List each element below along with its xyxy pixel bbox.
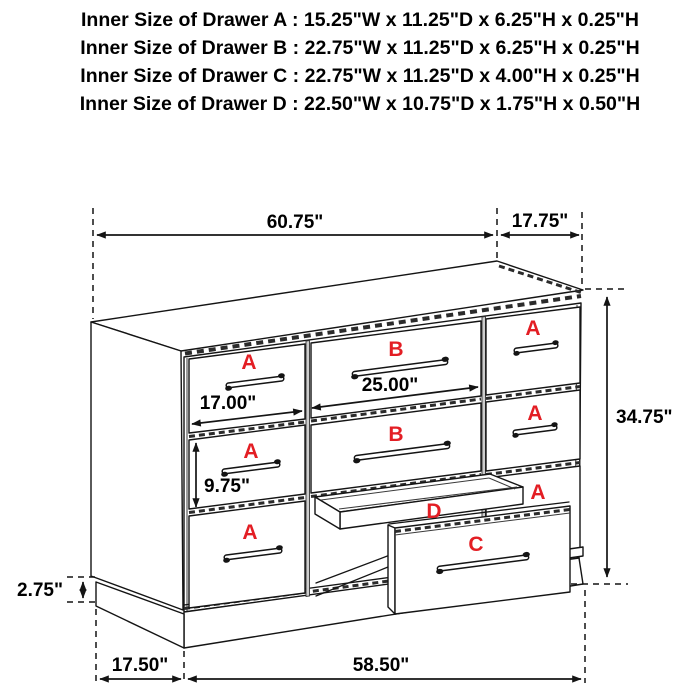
right-edge-trim-block: [569, 547, 583, 558]
drawer-a2-label: A: [243, 440, 259, 463]
dim-base-height: 2.75": [17, 580, 63, 601]
dim-base-width: 58.50": [352, 655, 410, 676]
dim-top-depth: 17.75": [511, 211, 569, 232]
drawer-c-left-side: [388, 525, 395, 614]
dim-left-drawer-width: 17.00": [199, 393, 257, 414]
dim-middle-drawer-width: 25.00": [361, 375, 419, 396]
drawer-d-label: D: [426, 500, 442, 523]
drawer-a6-label: A: [530, 481, 546, 504]
drawer-a5-label: A: [527, 402, 543, 425]
dim-base-depth: 17.50": [111, 655, 169, 676]
dim-total-height: 34.75": [616, 407, 673, 428]
dim-top-width: 60.75": [266, 212, 324, 233]
drawer-b2-label: B: [388, 423, 404, 446]
drawer-c-label: C: [468, 533, 484, 556]
inner-size-line-d: Inner Size of Drawer D : 22.50"W x 10.75"D x 1.75"H x 0.50"H: [79, 93, 641, 115]
drawer-a1-label: A: [241, 351, 257, 374]
dresser-left-side-panel: [91, 322, 183, 610]
dresser-drawing: [91, 261, 583, 648]
inner-size-line-a: Inner Size of Drawer A : 15.25"W x 11.25"D x 6.25"H x 0.25"H: [81, 9, 639, 31]
drawer-a3-label: A: [242, 521, 258, 544]
inner-size-title-block: [80, 9, 640, 115]
dim-drawer-height: 9.75": [204, 476, 250, 497]
drawer-b1-label: B: [388, 338, 404, 361]
inner-size-line-b: Inner Size of Drawer B : 22.75"W x 11.25"D x 6.25"H x 0.25"H: [80, 37, 640, 59]
column-divider-left: [306, 341, 310, 597]
drawer-a4-label: A: [525, 317, 541, 340]
inner-size-line-c: Inner Size of Drawer C : 22.75"W x 11.25"D x 4.00"H x 0.25"H: [80, 65, 640, 87]
